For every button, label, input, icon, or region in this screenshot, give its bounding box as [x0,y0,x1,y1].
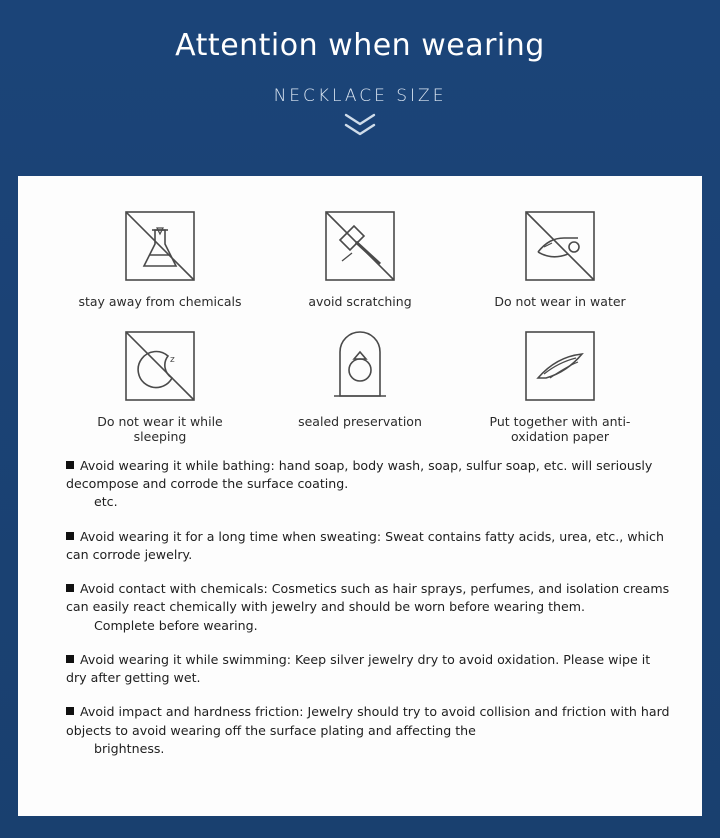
care-rule [66,703,672,758]
care-rule-tail: Complete before wearing. [94,617,258,633]
square-bullet-icon [66,707,74,715]
care-instructions-card [18,176,702,816]
care-rule-text: Avoid impact and hardness friction: Jewelry should try to avoid collision and friction with hard objects to avoid wearing off the surface plating and affecting the [66,704,670,738]
care-rule [66,580,672,635]
anti-oxidation-paper-icon [520,326,600,406]
square-bullet-icon [66,655,74,663]
care-rule [66,528,672,565]
care-icon-caption: stay away from chemicals [78,294,242,309]
care-icon-item [60,326,260,445]
poster-header [0,0,720,138]
care-icon-item [460,206,660,310]
sealed-preservation-icon [320,326,400,406]
care-rule-tail: brightness. [94,740,165,756]
care-rule-text: Avoid wearing it while bathing: hand soap, body wash, soap, sulfur soap, etc. will seriously decompose and corrode the surface coating. [66,457,653,492]
care-icon-item [260,206,460,310]
double-chevron-down-icon [0,112,720,138]
no-scratching-icon [320,206,400,286]
care-icon-item [460,326,660,445]
care-rule-text: Avoid contact with chemicals: Cosmetics such as hair sprays, perfumes, and isolation creams can easily react chemically with jewelry and should be worn before wearing them. [66,581,670,615]
care-icon-item [260,326,460,445]
square-bullet-icon [66,584,74,592]
care-icon-caption: avoid scratching [308,294,412,309]
care-rule-text: Avoid wearing it while swimming: Keep silver jewelry dry to avoid oxidation. Please wipe it dry after getting wet. [66,651,651,686]
care-icon-grid [40,194,680,451]
care-rule [66,651,672,688]
care-icon-caption: Put together with anti-oxidation paper [489,413,631,445]
care-rules-list [40,451,680,758]
care-rule-text: Avoid wearing it for a long time when sweating: Sweat contains fatty acids, urea, etc., which can corrode jewelry. [66,528,664,562]
care-icon-item [60,206,260,310]
page-title: Attention when wearing [175,28,545,63]
care-icon-caption: Do not wear it while sleeping [97,413,223,445]
no-sleeping-icon [120,326,200,406]
page-subtitle: NECKLACE SIZE [273,86,447,106]
care-rule [66,457,672,512]
svg-text:z: z [170,354,175,365]
care-icon-caption: Do not wear in water [494,294,626,309]
no-chemicals-icon [120,206,200,286]
square-bullet-icon [66,532,74,540]
square-bullet-icon [66,461,74,469]
no-water-icon [520,206,600,286]
care-icon-caption: sealed preservation [298,413,422,429]
care-rule-tail: etc. [94,494,118,510]
